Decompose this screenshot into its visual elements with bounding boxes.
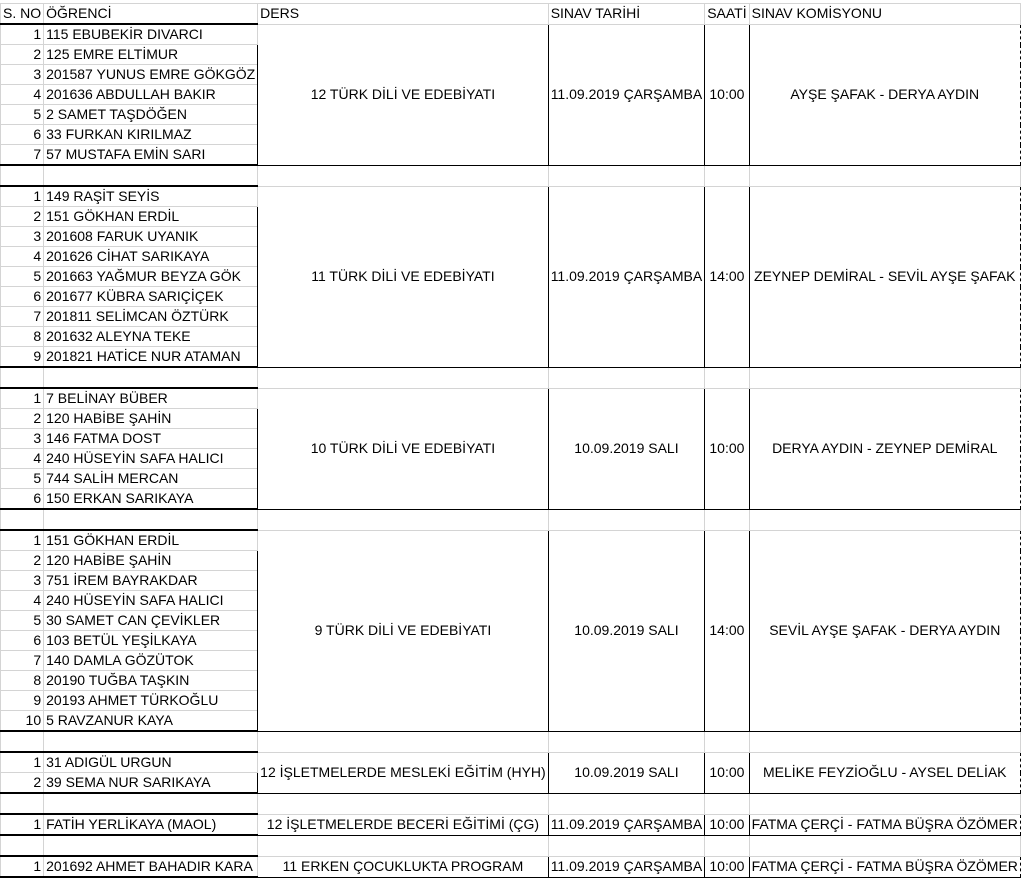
exam-date-cell[interactable]: 11.09.2019 ÇARŞAMBA [548, 24, 705, 165]
course-cell[interactable]: 12 İŞLETMELERDE BECERİ EĞİTİMİ (ÇG) [258, 814, 549, 835]
student-name-cell[interactable]: 151 GÖKHAN ERDİL [44, 207, 258, 227]
empty-cell[interactable] [548, 165, 705, 186]
empty-cell[interactable] [1, 165, 44, 186]
student-name-cell[interactable]: 120 HABİBE ŞAHİN [44, 551, 258, 571]
student-no-cell[interactable]: 1 [1, 752, 44, 773]
student-no-cell[interactable]: 6 [1, 489, 44, 510]
student-no-cell[interactable]: 4 [1, 449, 44, 469]
empty-cell[interactable] [548, 835, 705, 856]
exam-date-cell[interactable]: 10.09.2019 SALI [548, 388, 705, 509]
empty-cell[interactable] [44, 793, 258, 814]
student-row [1, 388, 1021, 409]
student-name-cell[interactable]: 751 İREM BAYRAKDAR [44, 571, 258, 591]
exam-date-cell[interactable]: 10.09.2019 SALI [548, 752, 705, 793]
student-name-cell[interactable]: 125 EMRE ELTİMUR [44, 45, 258, 65]
student-no-cell[interactable]: 1 [1, 186, 44, 207]
student-no-cell[interactable]: 7 [1, 651, 44, 671]
empty-cell[interactable] [749, 367, 1020, 388]
empty-cell[interactable] [705, 367, 749, 388]
course-cell[interactable]: 11 TÜRK DİLİ VE EDEBİYATI [258, 186, 549, 367]
empty-cell[interactable] [44, 367, 258, 388]
exam-date-cell[interactable]: 11.09.2019 ÇARŞAMBA [548, 186, 705, 367]
exam-time-cell[interactable]: 10:00 [705, 24, 749, 165]
student-no-cell[interactable]: 5 [1, 469, 44, 489]
student-name-cell[interactable]: 201608 FARUK UYANIK [44, 227, 258, 247]
committee-cell[interactable]: MELİKE FEYZİOĞLU - AYSEL DELİAK [749, 752, 1020, 793]
student-name-cell[interactable]: 151 GÖKHAN ERDİL [44, 530, 258, 551]
student-name-cell[interactable]: 39 SEMA NUR SARIKAYA [44, 773, 258, 794]
spacer-row [1, 793, 1021, 814]
course-cell[interactable]: 12 İŞLETMELERDE MESLEKİ EĞİTİM (HYH) [258, 752, 549, 793]
student-row [1, 24, 1021, 45]
student-name-cell[interactable]: 201811 SELİMCAN ÖZTÜRK [44, 307, 258, 327]
empty-cell[interactable] [44, 509, 258, 530]
empty-cell[interactable] [258, 731, 549, 752]
course-cell[interactable]: 12 TÜRK DİLİ VE EDEBİYATI [258, 24, 549, 165]
student-no-cell[interactable]: 1 [1, 388, 44, 409]
student-no-cell[interactable]: 8 [1, 671, 44, 691]
exam-schedule-table [0, 3, 1021, 878]
student-name-cell[interactable]: 20190 TUĞBA TAŞKIN [44, 671, 258, 691]
student-name-cell[interactable]: 5 RAVZANUR KAYA [44, 711, 258, 732]
empty-cell[interactable] [1, 731, 44, 752]
student-no-cell[interactable]: 3 [1, 227, 44, 247]
student-no-cell[interactable]: 3 [1, 65, 44, 85]
header-student[interactable]: ÖĞRENCİ [44, 4, 258, 25]
student-no-cell[interactable]: 1 [1, 24, 44, 45]
student-name-cell[interactable]: 7 BELİNAY BÜBER [44, 388, 258, 409]
exam-date-cell[interactable]: 11.09.2019 ÇARŞAMBA [548, 856, 705, 877]
student-name-cell[interactable]: 2 SAMET TAŞDÖĞEN [44, 105, 258, 125]
committee-cell[interactable]: ZEYNEP DEMİRAL - SEVİL AYŞE ŞAFAK [749, 186, 1020, 367]
student-no-cell[interactable]: 4 [1, 85, 44, 105]
empty-cell[interactable] [258, 509, 549, 530]
student-name-cell[interactable]: 201692 AHMET BAHADIR KARA [44, 856, 258, 877]
empty-cell[interactable] [44, 731, 258, 752]
empty-cell[interactable] [749, 793, 1020, 814]
empty-cell[interactable] [749, 165, 1020, 186]
spacer-row [1, 835, 1021, 856]
course-cell[interactable]: 9 TÜRK DİLİ VE EDEBİYATI [258, 530, 549, 731]
header-course[interactable]: DERS [258, 4, 549, 25]
committee-cell[interactable]: SEVİL AYŞE ŞAFAK - DERYA AYDIN [749, 530, 1020, 731]
empty-cell[interactable] [44, 835, 258, 856]
student-name-cell[interactable]: 201587 YUNUS EMRE GÖKGÖZ [44, 65, 258, 85]
header-date[interactable]: SINAV TARİHİ [548, 4, 705, 25]
empty-cell[interactable] [1, 509, 44, 530]
spacer-row [1, 165, 1021, 186]
student-no-cell[interactable]: 2 [1, 409, 44, 429]
student-no-cell[interactable]: 7 [1, 145, 44, 166]
empty-cell[interactable] [1, 367, 44, 388]
empty-cell[interactable] [258, 165, 549, 186]
student-no-cell[interactable]: 9 [1, 347, 44, 368]
student-name-cell[interactable]: 140 DAMLA GÖZÜTOK [44, 651, 258, 671]
student-name-cell[interactable]: 149 RAŞİT SEYİS [44, 186, 258, 207]
student-name-cell[interactable]: 115 EBUBEKİR DIVARCI [44, 24, 258, 45]
student-no-cell[interactable]: 7 [1, 307, 44, 327]
exam-date-cell[interactable]: 10.09.2019 SALI [548, 530, 705, 731]
student-no-cell[interactable]: 2 [1, 773, 44, 794]
empty-cell[interactable] [44, 165, 258, 186]
student-no-cell[interactable]: 2 [1, 207, 44, 227]
student-name-cell[interactable]: FATİH YERLİKAYA (MAOL) [44, 814, 258, 835]
student-name-cell[interactable]: 30 SAMET CAN ÇEVİKLER [44, 611, 258, 631]
student-no-cell[interactable]: 1 [1, 856, 44, 877]
student-no-cell[interactable]: 6 [1, 287, 44, 307]
student-no-cell[interactable]: 6 [1, 125, 44, 145]
spacer-row [1, 509, 1021, 530]
student-name-cell[interactable]: 31 ADIGÜL URGUN [44, 752, 258, 773]
student-name-cell[interactable]: 103 BETÜL YEŞİLKAYA [44, 631, 258, 651]
header-no[interactable]: S. NO [1, 4, 44, 25]
header-time[interactable]: SAATİ [705, 4, 749, 25]
student-name-cell[interactable]: 201663 YAĞMUR BEYZA GÖK [44, 267, 258, 287]
student-no-cell[interactable]: 8 [1, 327, 44, 347]
student-no-cell[interactable]: 2 [1, 551, 44, 571]
empty-cell[interactable] [705, 165, 749, 186]
student-no-cell[interactable]: 4 [1, 591, 44, 611]
exam-time-cell[interactable]: 10:00 [705, 814, 749, 835]
student-no-cell[interactable]: 2 [1, 45, 44, 65]
student-name-cell[interactable]: 57 MUSTAFA EMİN SARI [44, 145, 258, 166]
student-name-cell[interactable]: 240 HÜSEYİN SAFA HALICI [44, 449, 258, 469]
empty-cell[interactable] [548, 367, 705, 388]
committee-cell[interactable]: FATMA ÇERÇİ - FATMA BÜŞRA ÖZÖMER [749, 856, 1020, 877]
student-row [1, 752, 1021, 773]
student-no-cell[interactable]: 5 [1, 267, 44, 287]
empty-cell[interactable] [749, 509, 1020, 530]
header-committee[interactable]: SINAV KOMİSYONU [749, 4, 1020, 25]
empty-cell[interactable] [258, 367, 549, 388]
empty-cell[interactable] [749, 835, 1020, 856]
empty-cell[interactable] [548, 731, 705, 752]
empty-cell[interactable] [1, 835, 44, 856]
student-name-cell[interactable]: 201677 KÜBRA SARIÇİÇEK [44, 287, 258, 307]
student-name-cell[interactable]: 201636 ABDULLAH BAKIR [44, 85, 258, 105]
course-cell[interactable]: 10 TÜRK DİLİ VE EDEBİYATI [258, 388, 549, 509]
committee-cell[interactable]: AYŞE ŞAFAK - DERYA AYDIN [749, 24, 1020, 165]
exam-time-cell[interactable]: 14:00 [705, 530, 749, 731]
student-row [1, 530, 1021, 551]
spacer-row [1, 367, 1021, 388]
student-no-cell[interactable]: 10 [1, 711, 44, 732]
student-no-cell[interactable]: 3 [1, 571, 44, 591]
student-name-cell[interactable]: 20193 AHMET TÜRKOĞLU [44, 691, 258, 711]
empty-cell[interactable] [548, 509, 705, 530]
student-name-cell[interactable]: 146 FATMA DOST [44, 429, 258, 449]
student-no-cell[interactable]: 5 [1, 611, 44, 631]
exam-time-cell[interactable]: 10:00 [705, 856, 749, 877]
empty-cell[interactable] [705, 731, 749, 752]
spacer-row [1, 731, 1021, 752]
empty-cell[interactable] [258, 793, 549, 814]
empty-cell[interactable] [705, 793, 749, 814]
student-name-cell[interactable]: 120 HABİBE ŞAHİN [44, 409, 258, 429]
student-no-cell[interactable]: 1 [1, 530, 44, 551]
empty-cell[interactable] [705, 509, 749, 530]
student-name-cell[interactable]: 201626 CİHAT SARIKAYA [44, 247, 258, 267]
empty-cell[interactable] [548, 793, 705, 814]
exam-time-cell[interactable]: 10:00 [705, 388, 749, 509]
student-no-cell[interactable]: 4 [1, 247, 44, 267]
student-name-cell[interactable]: 240 HÜSEYİN SAFA HALICI [44, 591, 258, 611]
exam-time-cell[interactable]: 14:00 [705, 186, 749, 367]
student-row [1, 186, 1021, 207]
empty-cell[interactable] [749, 731, 1020, 752]
empty-cell[interactable] [1, 793, 44, 814]
empty-cell[interactable] [705, 835, 749, 856]
exam-date-cell[interactable]: 11.09.2019 ÇARŞAMBA [548, 814, 705, 835]
header-row [1, 4, 1021, 25]
committee-cell[interactable]: FATMA ÇERÇİ - FATMA BÜŞRA ÖZÖMER [749, 814, 1020, 835]
student-no-cell[interactable]: 6 [1, 631, 44, 651]
student-name-cell[interactable]: 201632 ALEYNA TEKE [44, 327, 258, 347]
student-name-cell[interactable]: 33 FURKAN KIRILMAZ [44, 125, 258, 145]
empty-cell[interactable] [258, 835, 549, 856]
student-no-cell[interactable]: 5 [1, 105, 44, 125]
student-row [1, 814, 1021, 835]
student-row [1, 856, 1021, 877]
course-cell[interactable]: 11 ERKEN ÇOCUKLUKTA PROGRAM [258, 856, 549, 877]
student-no-cell[interactable]: 9 [1, 691, 44, 711]
student-no-cell[interactable]: 1 [1, 814, 44, 835]
student-name-cell[interactable]: 744 SALİH MERCAN [44, 469, 258, 489]
exam-time-cell[interactable]: 10:00 [705, 752, 749, 793]
committee-cell[interactable]: DERYA AYDIN - ZEYNEP DEMİRAL [749, 388, 1020, 509]
student-no-cell[interactable]: 3 [1, 429, 44, 449]
student-name-cell[interactable]: 201821 HATİCE NUR ATAMAN [44, 347, 258, 368]
student-name-cell[interactable]: 150 ERKAN SARIKAYA [44, 489, 258, 510]
